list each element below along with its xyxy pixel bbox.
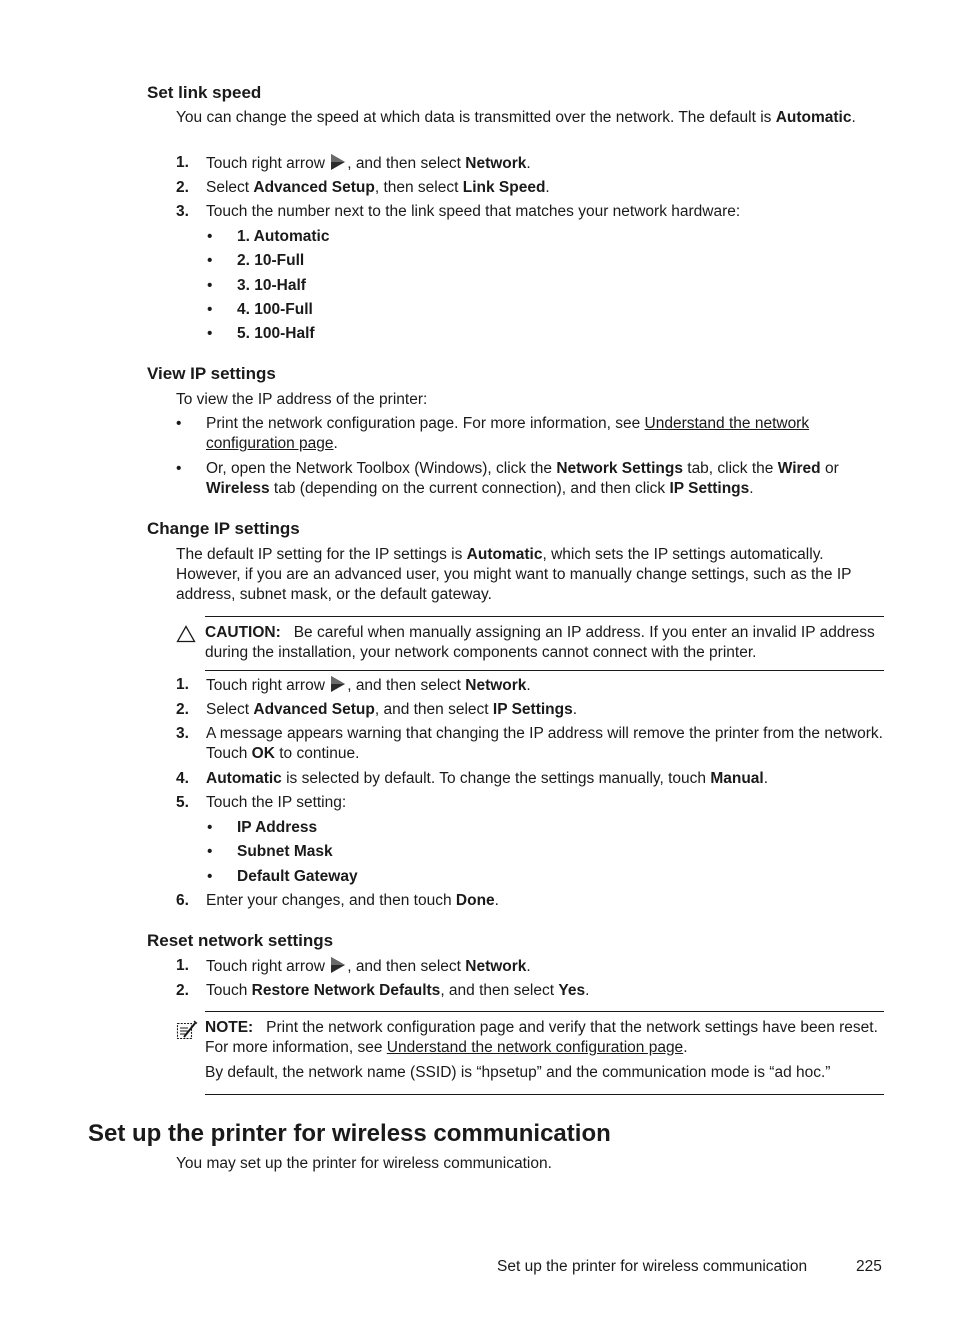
right-arrow-icon (330, 675, 346, 693)
network-config-page-link[interactable]: Understand the network configuration page (206, 415, 810, 452)
note-pencil-icon (176, 1020, 198, 1040)
chapter-heading: Set up the printer for wireless communication (88, 1120, 611, 1147)
section-heading-link-speed: Set link speed (147, 83, 262, 102)
section-heading-change-ip: Change IP settings (147, 519, 300, 538)
footer-title: Set up the printer for wireless communication (497, 1258, 808, 1275)
section-heading-reset: Reset network settings (147, 931, 334, 950)
view-ip-intro: To view the IP address of the printer: (176, 391, 428, 408)
change-ip-intro: The default IP setting for the IP settings is Automatic, which sets the IP settings automatically. However, if you are an advanced user, you might want to manually change settings, such as the IP address, subnet mask, or the default gateway. (176, 546, 852, 603)
right-arrow-icon (330, 956, 346, 974)
divider (205, 1094, 884, 1095)
link-speed-intro: You can change the speed at which data is transmitted over the network. The default is Automatic. (176, 109, 856, 126)
caution-icon (176, 625, 196, 643)
right-arrow-icon (330, 153, 346, 171)
divider (205, 670, 884, 671)
section-heading-view-ip: View IP settings (147, 364, 276, 383)
wireless-intro: You may set up the printer for wireless communication. (176, 1155, 552, 1172)
network-config-page-link[interactable]: Understand the network configuration page (386, 1039, 684, 1056)
page-number: 225 (856, 1258, 882, 1275)
divider (205, 1011, 884, 1012)
note-paragraph: By default, the network name (SSID) is “hpsetup” and the communication mode is “ad hoc.” (205, 1064, 831, 1081)
divider (205, 616, 884, 617)
